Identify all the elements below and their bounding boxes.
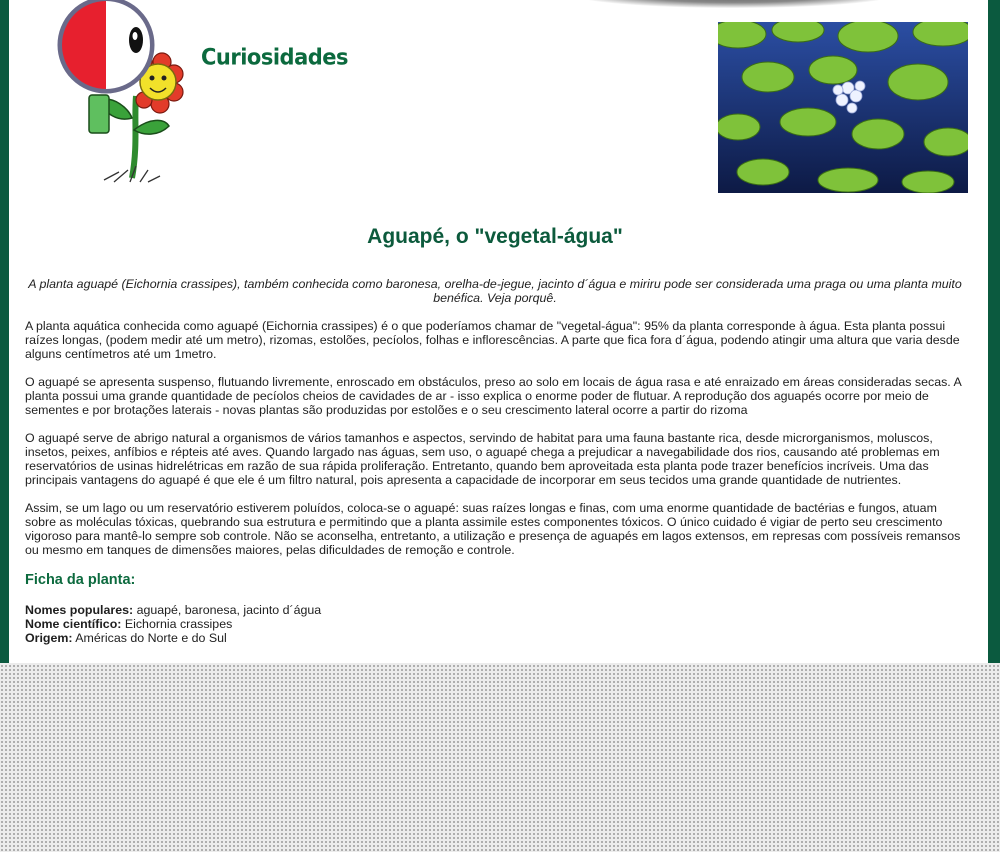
fact-value: aguapé, baronesa, jacinto d´água [136, 603, 322, 617]
fact-label: Nomes populares: [25, 603, 134, 617]
fact-label: Origem: [25, 631, 73, 645]
article-paragraph: O aguapé se apresenta suspenso, flutuando livremente, enroscado em obstáculos, preso ao solo em locais de água rasa e até enraizado em áreas consideradas secas. A planta possui uma grande quantidade de pecíolos cheios de cavidades de ar - isso explica o enorme poder de flutuar. A reprodução dos aguapés ocorre por meio de sementes e por brotações laterais - novas plantas são produzidas por estolões e o seu crescimento lateral ocorre a partir do rizoma [25, 375, 962, 417]
fact-sheet-heading: Ficha da planta: [25, 572, 136, 588]
fact-row-popular-names [25, 603, 965, 617]
article-paragraph: A planta aquática conhecida como aguapé (Eichornia crassipes) é o que poderíamos chamar de "vegetal-água": 95% da planta corresponde à água. Esta planta possui raízes longas, (podem medir até um metro), rizomas, estolões, pecíolos, folhas e inflorescências. A parte que fica fora d´água, podendo atingir uma altura que varia desde alguns centímetros até um 1metro. [25, 319, 960, 361]
magnifying-glass-mascot-icon [44, 0, 184, 190]
fact-row-origin [25, 631, 965, 645]
article-paragraph: O aguapé serve de abrigo natural a organismos de vários tamanhos e aspectos, servindo de habitat para uma fauna bastante rica, desde microrganismos, moluscos, insetos, peixes, anfíbios e répteis até aves. Quando largado nas águas, sem uso, o aguapé chega a prejudicar a navegabilidade dos rios, causando até problemas em reservatórios de usinas hidrelétricas em razão de sua rápida proliferação. Entretanto, quando bem aproveitada esta planta pode trazer benefícios incríveis. Uma das principais vantagens do aguapé é que ele é um filtro natural, pois apresenta a capacidade de incorporar em seus tecidos uma grande quantidade de nutrientes. [25, 431, 940, 487]
content-page [9, 0, 988, 663]
article-paragraph: Assim, se um lago ou um reservatório estiverem poluídos, coloca-se o aguapé: suas raízes longas e finas, com uma enorme quantidade de bactérias e fungos, atuam sobre as moléculas tóxicas, quebrando sua estrutura e permitindo que a planta assimile estes componentes tóxicos. O único cuidado é vigiar de perto seu crescimento vigoroso para mantê-lo sempre sob controle. Não se aconselha, entretanto, a utilização e presença de aguapés em lagos extensos, em represas com possíveis remansos ou mesmo em tanques de dimensões maiores, pelas dificuldades de remoção e controle. [25, 501, 961, 557]
fact-row-scientific-name [25, 617, 965, 631]
article-title: Aguapé, o "vegetal-água" [367, 225, 623, 248]
fact-value: Eichornia crassipes [124, 617, 233, 631]
water-hyacinth-photo-icon [718, 22, 968, 193]
fact-value: Américas do Norte e do Sul [75, 631, 227, 645]
article [25, 225, 965, 645]
fact-label: Nome científico: [25, 617, 122, 631]
article-lead: A planta aguapé (Eichornia crassipes), também conhecida como baronesa, orelha-de-jegue, jacinto d´água e miriru pode ser considerada uma praga ou uma planta muito benéfica. Veja porquê. [28, 277, 962, 305]
section-title: Curiosidades [201, 44, 349, 70]
header-arc-decoration [569, 0, 899, 8]
